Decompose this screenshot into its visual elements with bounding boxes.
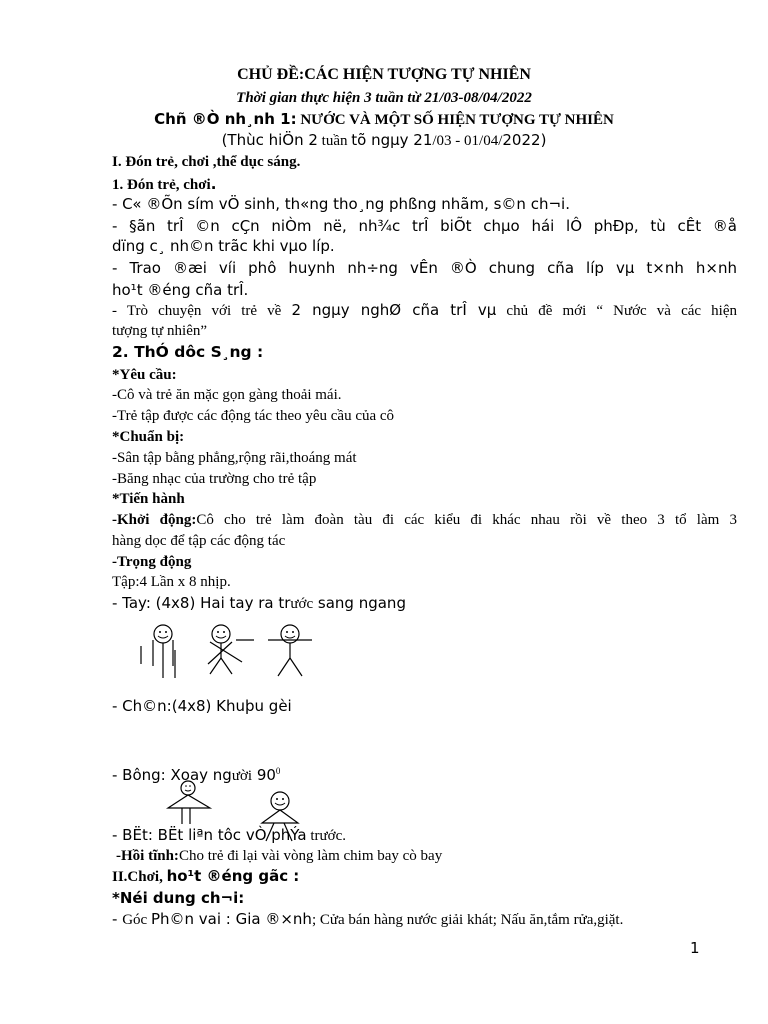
page-number: 1 <box>690 939 700 957</box>
section1-sub-text: 1. Đón trẻ, chơi <box>112 177 211 193</box>
branch-title: NƯỚC VÀ MỘT SỐ HIỆN TƯỢNG TỰ NHIÊN <box>296 112 614 128</box>
welcome-line-2: - §ãn trÎ ©n cÇn niÒm në, nh¾c trÎ biÕt chµo hái lÔ phÐp, tù cÊt ®å <box>112 217 737 235</box>
chuan-bi-2: -Băng nhạc của trường cho trẻ tập <box>112 471 317 487</box>
goc-dash: - <box>112 910 123 928</box>
goc-line <box>112 910 623 929</box>
yeu-cau-label: *Yêu cầu: <box>112 367 177 383</box>
tay-line <box>112 594 406 613</box>
tay-post: sang ngang <box>313 594 406 612</box>
welcome-line-1: - C« ®Õn sím vÖ sinh, th«ng tho¸ng phßng nhãm, s©n ch¬i. <box>112 195 570 213</box>
period-c: tõ ngµy 21 <box>351 131 433 149</box>
branch-title-line <box>0 110 768 129</box>
stick-figure-arms-out-icon <box>266 622 328 682</box>
bat-line <box>112 826 346 845</box>
bat-post: trước. <box>306 828 346 844</box>
goc-d: ; Cửa bán hàng nước giải khát; Nấu ăn,tắm rửa,giặt. <box>311 912 624 928</box>
bung-sup: 0 <box>275 766 281 776</box>
chuan-bi-1: -Sân tập bằng phẳng,rộng rãi,thoáng mát <box>112 450 357 466</box>
goc-a: Ph©n vai <box>150 910 222 928</box>
period-a: Thùc hiÖn 2 <box>227 131 318 149</box>
period-close: ) <box>540 131 547 149</box>
hoi-tinh-line <box>116 847 442 865</box>
section3-heading-post: ho¹t ®éng gãc : <box>166 867 300 885</box>
bat-pre: - BËt: BËt liªn tôc vÒ phÝa <box>112 826 307 844</box>
section3-heading <box>112 867 299 886</box>
section1-heading: I. Đón trẻ, chơi ,thể dục sáng. <box>112 154 301 170</box>
bung-pre: - Bông: Xoay ng <box>112 766 232 784</box>
khoi-dong-line <box>112 511 737 529</box>
branch-period <box>0 131 768 150</box>
khoi-dong-line-2: hàng dọc để tập các động tác <box>112 533 286 549</box>
tien-hanh-label: *Tiến hành <box>112 491 185 507</box>
hoi-tinh-text: Cho trẻ đi lại vài vòng làm chim bay cò bay <box>178 848 443 864</box>
khoi-dong-text: Cô cho trẻ làm đoàn tàu đi các kiểu đi khác nhau rồi về theo 3 tổ làm 3 <box>196 512 737 528</box>
yeu-cau-1: -Cô và trẻ ăn mặc gọn gàng thoải mái. <box>112 387 342 403</box>
chat-mid: 2 ngµy nghØ cña trÎ vµ <box>291 301 497 319</box>
chat-post: chủ đề mới “ Nước và các hiện <box>496 303 738 319</box>
period-b: tuần <box>317 133 352 149</box>
period-open: ( <box>221 131 228 149</box>
yeu-cau-2: -Trẻ tập được các động tác theo yêu cầu của cô <box>112 408 395 424</box>
tay-serif: ước <box>290 596 314 612</box>
chat-line-2: tượng tự nhiên” <box>112 323 208 339</box>
stick-figure-arms-down-icon <box>135 622 195 680</box>
section3-heading-pre: II.Chơi, <box>112 869 167 885</box>
welcome-line-4: - Trao ®æi víi phô huynh nh÷ng vÊn ®Ò chung cña líp vµ t×nh h×nh <box>112 259 737 277</box>
noi-dung-label: *Néi dung ch¬i: <box>112 889 245 907</box>
period-d: /03 - 01/04/ <box>432 133 503 149</box>
chat-pre: - Trò chuyện với trẻ về <box>112 303 292 319</box>
bung-post: 90 <box>252 766 276 784</box>
document-duration: Thời gian thực hiện 3 tuần từ 21/03-08/04/2022 <box>236 90 532 106</box>
tay-pre: - Tay: (4x8) Hai tay ra tr <box>112 594 291 612</box>
welcome-line-3: dïng c¸ nh©n trãc khi vµo líp. <box>112 237 335 255</box>
goc-word: Góc <box>122 912 151 928</box>
document-title: CHỦ ĐỀ:CÁC HIỆN TƯỢNG TỰ NHIÊN <box>237 66 531 83</box>
stick-figure-standing-icon <box>160 780 216 826</box>
stick-figure-arms-crossed-icon <box>202 622 264 682</box>
chuan-bi-label: *Chuẩn bị: <box>112 429 185 445</box>
section2-heading: 2. ThÓ dôc S¸ng : <box>112 343 264 361</box>
chat-line <box>112 301 737 320</box>
chan-line: - Ch©n:(4x8) Khuþu gèi <box>112 697 292 715</box>
branch-prefix: Chñ ®Ò nh¸nh 1: <box>154 110 297 128</box>
period-e: 2022 <box>502 131 541 149</box>
welcome-line-5: ho¹t ®éng cña trÎ. <box>112 281 249 299</box>
bung-serif: ười <box>231 768 253 784</box>
goc-c: Gia ®×nh <box>235 910 312 928</box>
tap-line: Tập:4 Lần x 8 nhịp. <box>112 574 231 590</box>
section1-sub-dot: . <box>210 175 217 193</box>
hoi-tinh-label: -Hồi tĩnh: <box>116 848 179 864</box>
trong-dong-label: -Trọng động <box>112 554 192 570</box>
section1-sub <box>112 175 216 194</box>
khoi-dong-label: -Khởi động: <box>112 512 197 528</box>
goc-b: : <box>221 910 236 928</box>
